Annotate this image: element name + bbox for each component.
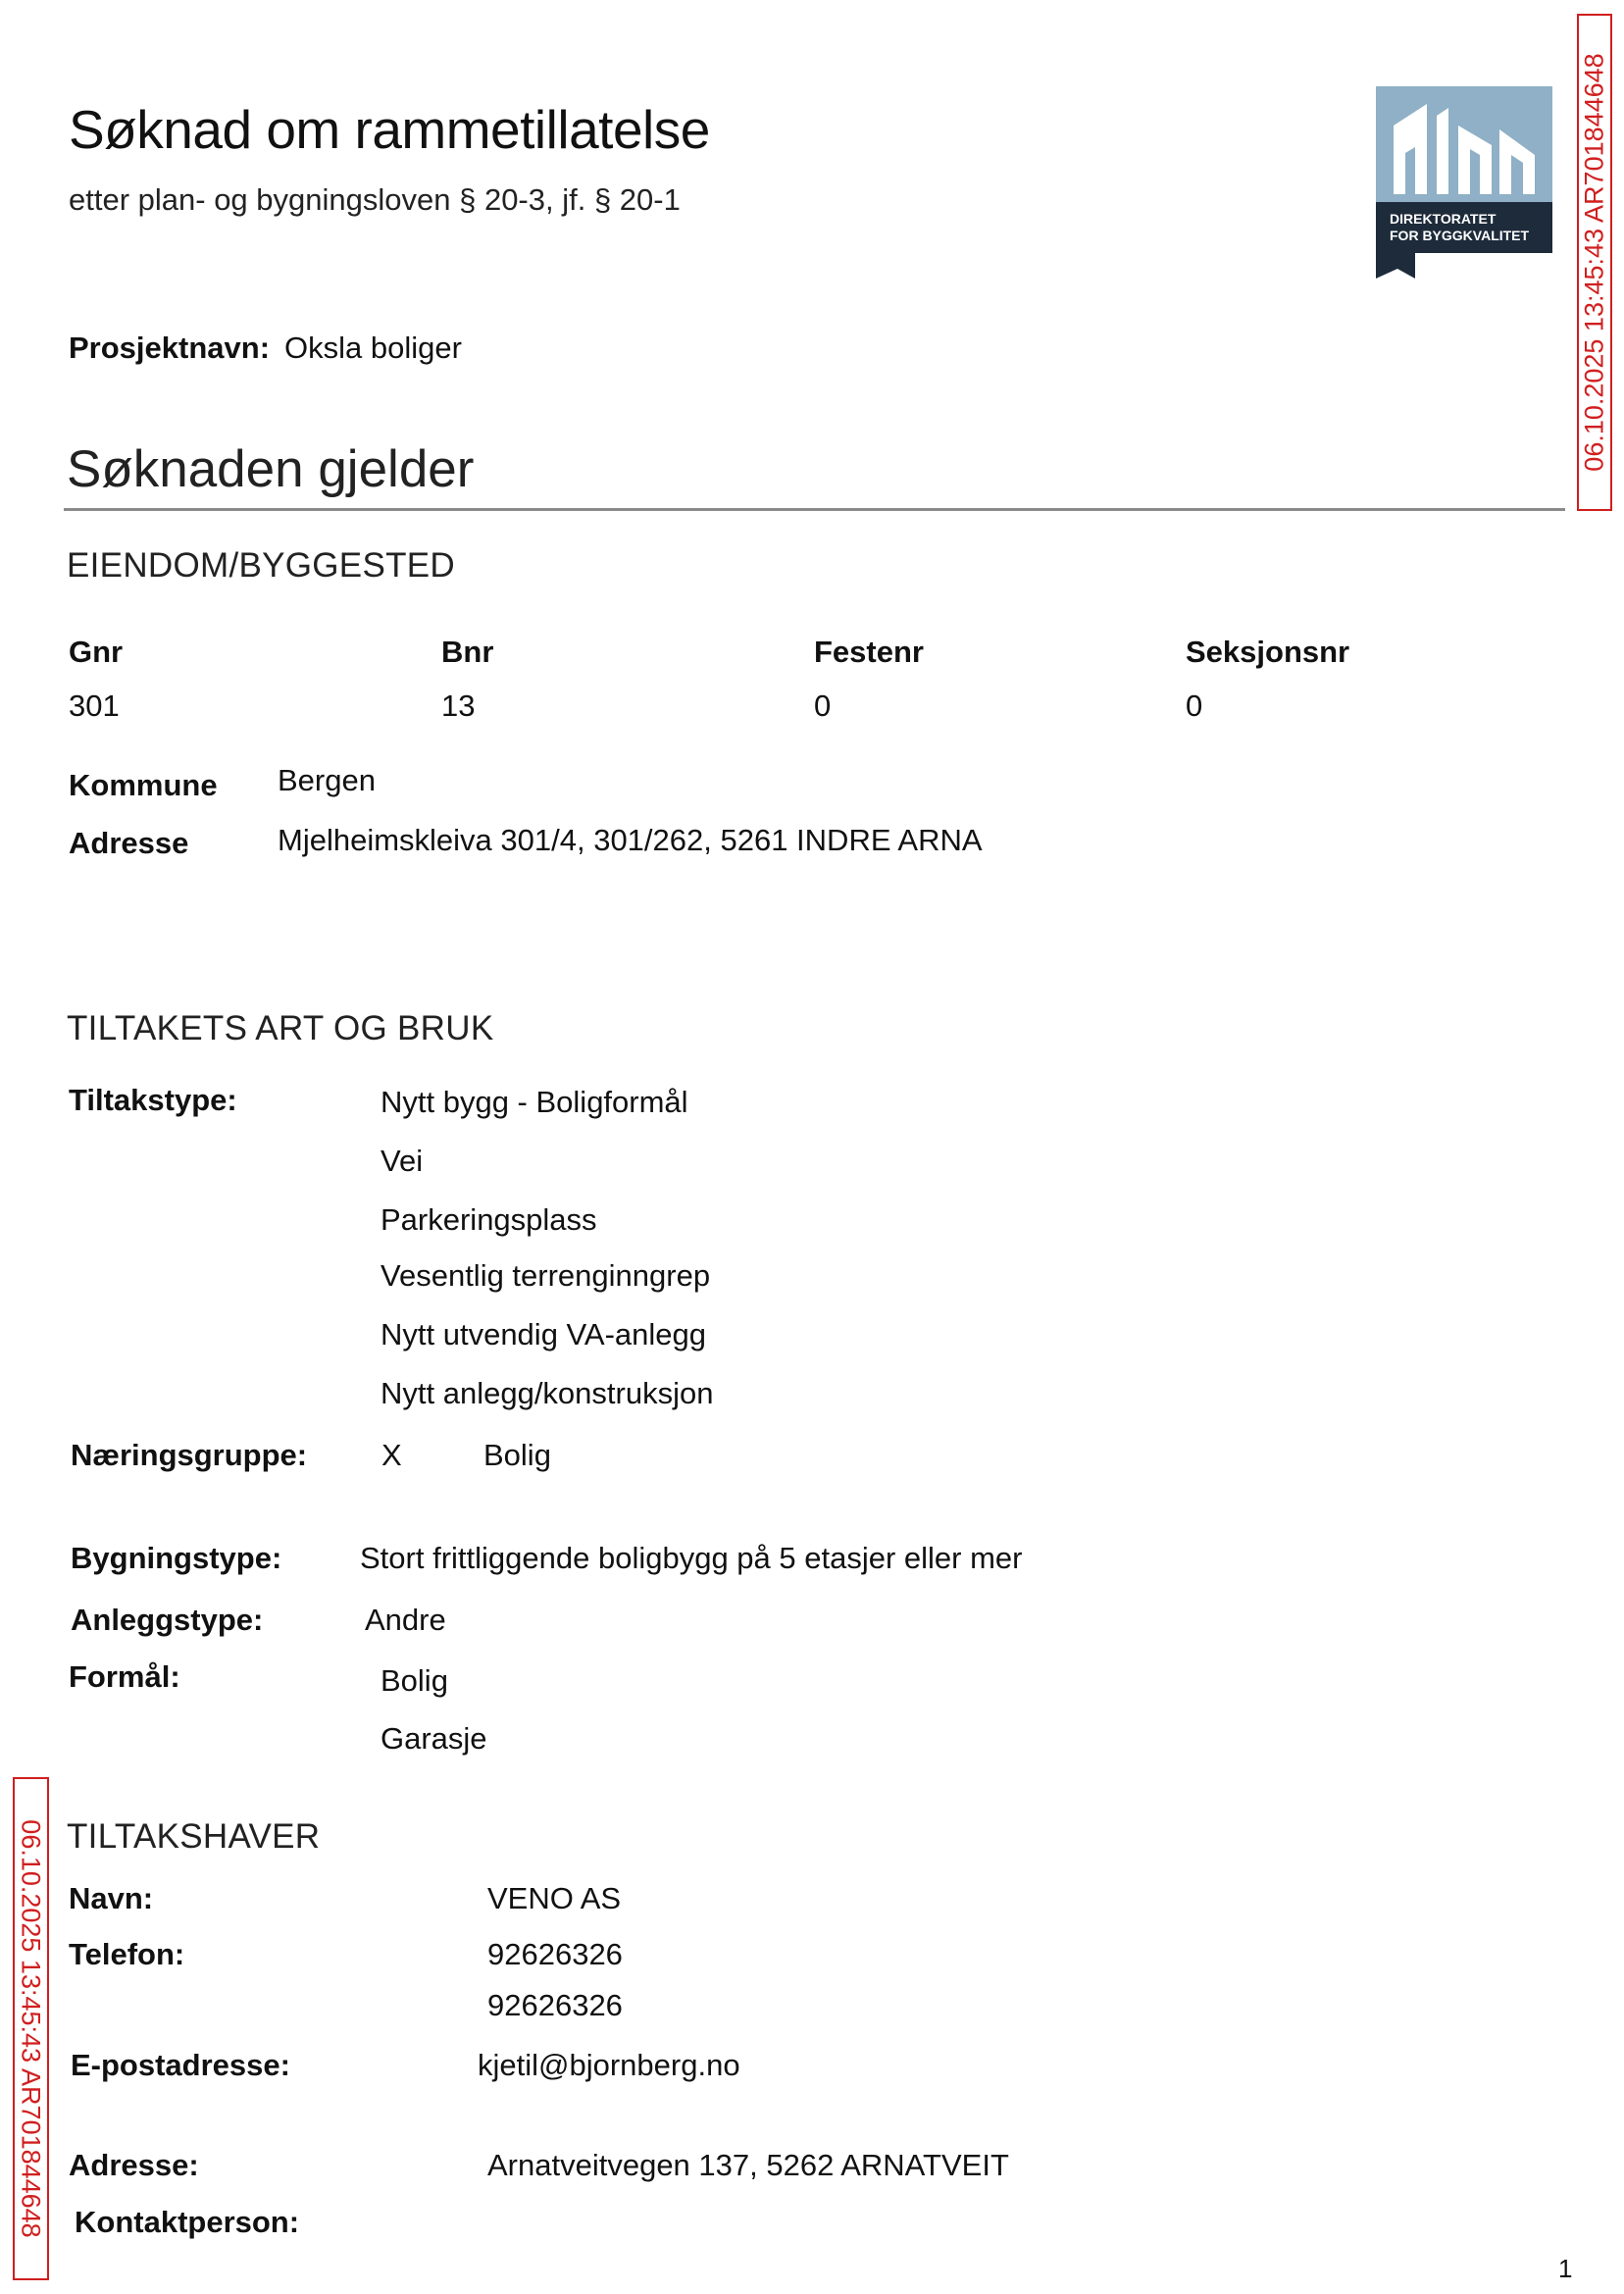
stamp-text: 06.10.2025 13:45:43 AR701844648 xyxy=(17,1819,46,2238)
naeringsgruppe-value: Bolig xyxy=(483,1438,551,1472)
tiltakstype-value-2: Vei xyxy=(381,1144,424,1178)
kommune-value: Bergen xyxy=(278,763,376,797)
kontaktperson-label: Kontaktperson: xyxy=(75,2205,300,2239)
navn-label: Navn: xyxy=(69,1881,154,1915)
navn-value: VENO AS xyxy=(487,1881,622,1915)
applicant-adresse-value: Arnatveitvegen 137, 5262 ARNATVEIT xyxy=(487,2148,1009,2182)
seksjonsnr-label: Seksjonsnr xyxy=(1186,635,1350,669)
applicant-heading: TILTAKSHAVER xyxy=(67,1817,321,1856)
tiltakstype-value-3: Parkeringsplass xyxy=(381,1202,597,1237)
kommune-label: Kommune xyxy=(69,768,218,802)
dibk-logo xyxy=(1376,86,1552,279)
tiltakstype-value-6: Nytt anlegg/konstruksjon xyxy=(381,1376,714,1410)
dibk-logo-icon xyxy=(1376,86,1552,279)
page-number: 1 xyxy=(1558,2254,1573,2283)
epost-value: kjetil@bjornberg.no xyxy=(478,2048,740,2082)
document-subtitle: etter plan- og bygningsloven § 20-3, jf. § 20-1 xyxy=(69,182,681,217)
gnr-label: Gnr xyxy=(69,635,124,669)
festenr-value: 0 xyxy=(814,688,832,723)
naeringsgruppe-label: Næringsgruppe: xyxy=(71,1438,308,1472)
formal-value-1: Bolig xyxy=(381,1663,448,1698)
received-stamp-top xyxy=(1577,14,1612,511)
bnr-value: 13 xyxy=(441,688,476,723)
telefon-value-2: 92626326 xyxy=(487,1988,623,2022)
naeringsgruppe-code: X xyxy=(381,1438,402,1472)
section-title: Søknaden gjelder xyxy=(67,440,475,498)
formal-label: Formål: xyxy=(69,1659,180,1694)
telefon-value-1: 92626326 xyxy=(487,1937,623,1971)
adresse-value: Mjelheimskleiva 301/4, 301/262, 5261 INDRE ARNA xyxy=(278,823,983,857)
gnr-value: 301 xyxy=(69,688,120,723)
section-divider xyxy=(64,508,1565,511)
logo-text-line1: DIREKTORATET xyxy=(1390,211,1497,227)
applicant-adresse-label: Adresse: xyxy=(69,2148,199,2182)
seksjonsnr-value: 0 xyxy=(1186,688,1203,723)
festenr-label: Festenr xyxy=(814,635,924,669)
telefon-label: Telefon: xyxy=(69,1937,185,1971)
project-name-value: Oksla boliger xyxy=(284,331,462,365)
document-title: Søknad om rammetillatelse xyxy=(69,99,710,160)
tiltakstype-value-1: Nytt bygg - Boligformål xyxy=(381,1085,688,1119)
bygningstype-label: Bygningstype: xyxy=(71,1541,282,1575)
adresse-label: Adresse xyxy=(69,826,189,860)
project-name-label: Prosjektnavn: xyxy=(69,331,271,365)
logo-text-line2: FOR BYGGKVALITET xyxy=(1390,228,1530,243)
epost-label: E-postadresse: xyxy=(71,2048,290,2082)
tiltakstype-value-4: Vesentlig terrenginngrep xyxy=(381,1258,711,1293)
bygningstype-value: Stort frittliggende boligbygg på 5 etasjer eller mer xyxy=(360,1541,1023,1575)
stamp-text: 06.10.2025 13:45:43 AR701844648 xyxy=(1579,53,1609,472)
received-stamp-bottom xyxy=(13,1777,49,2280)
tiltakstype-label: Tiltakstype: xyxy=(69,1083,237,1117)
bnr-label: Bnr xyxy=(441,635,494,669)
tiltakstype-value-5: Nytt utvendig VA-anlegg xyxy=(381,1317,707,1351)
measure-heading: TILTAKETS ART OG BRUK xyxy=(67,1009,494,1047)
anleggstype-label: Anleggstype: xyxy=(71,1603,264,1637)
anleggstype-value: Andre xyxy=(365,1603,446,1637)
formal-value-2: Garasje xyxy=(381,1721,487,1756)
property-heading: EIENDOM/BYGGESTED xyxy=(67,546,455,585)
